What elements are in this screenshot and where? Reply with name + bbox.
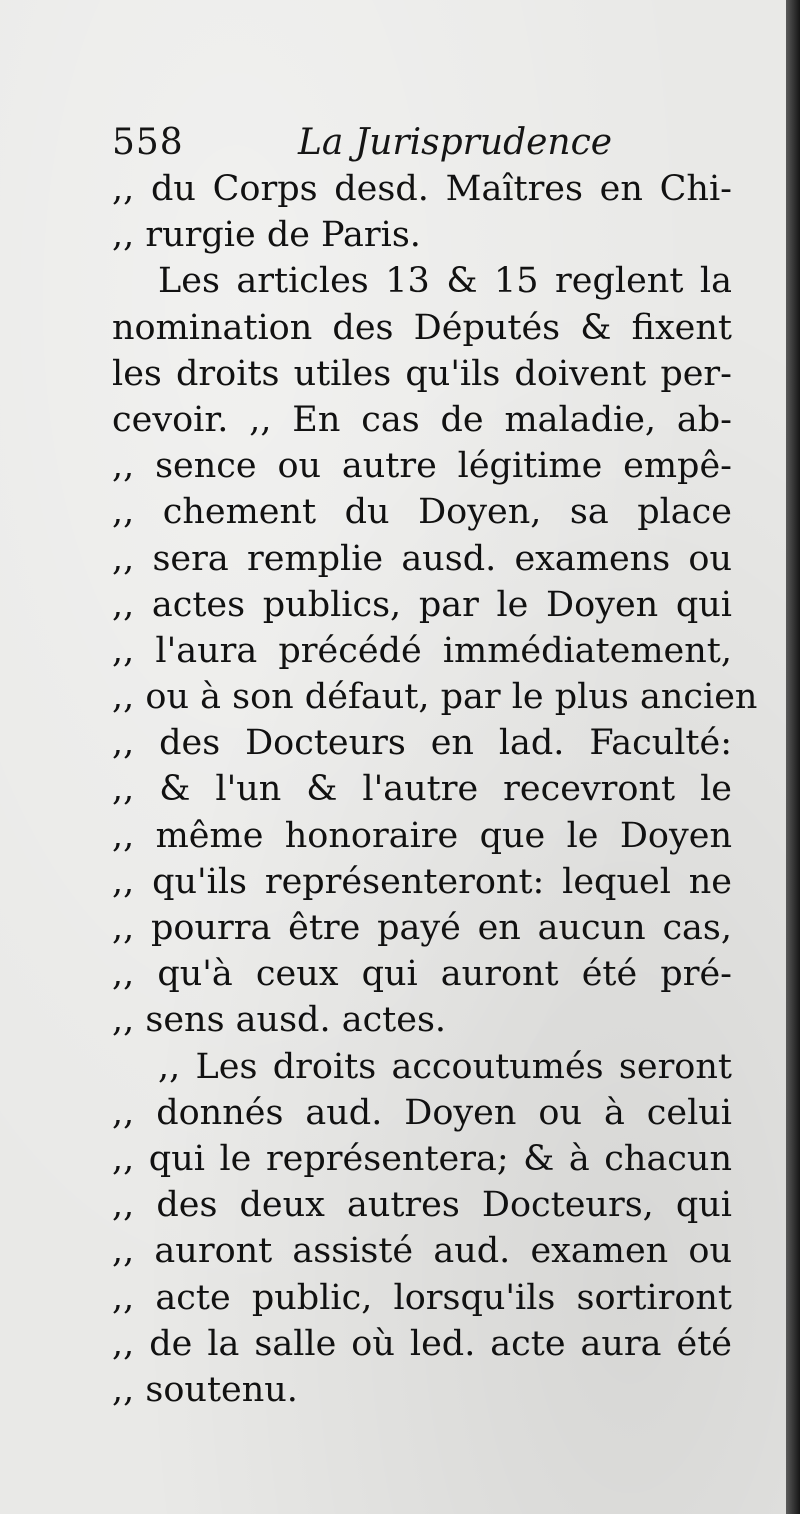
text-line: ,, actes publics, par le Doyen qui xyxy=(112,584,732,625)
text-line: ,, l'aura précédé immédiatement, xyxy=(112,630,732,671)
text-line: ,, donnés aud. Doyen ou à celui xyxy=(112,1092,732,1133)
text-line: ,, chement du Doyen, sa place xyxy=(112,492,732,533)
text-line: ,, acte public, lorsqu'ils sortiront xyxy=(112,1277,732,1318)
text-line: ,, pourra être payé en aucun cas, xyxy=(112,908,732,948)
text-line: ,, qu'ils représenteront: lequel ne xyxy=(112,861,732,902)
page-number: 558 xyxy=(112,122,184,163)
text-line: ,, auront assisté aud. examen ou xyxy=(112,1231,732,1272)
text-line: ,, des Docteurs en lad. Faculté: xyxy=(112,723,732,764)
text-line: Les articles 13 & 15 reglent la xyxy=(158,261,732,302)
text-line: ,, rurgie de Paris. xyxy=(112,215,421,256)
text-line: ,, sens ausd. actes. xyxy=(112,1000,447,1041)
text-line: cevoir. ,, En cas de maladie, ab- xyxy=(112,399,732,440)
text-line: ,, de la salle où led. acte aura été xyxy=(112,1323,732,1364)
text-line: ,, qui le représentera; & à chacun xyxy=(112,1138,732,1179)
text-line: ,, du Corps desd. Maîtres en Chi- xyxy=(112,169,732,209)
text-line: ,, Les droits accoutumés seront xyxy=(158,1046,732,1087)
text-line: ,, qu'à ceux qui auront été pré- xyxy=(112,954,732,995)
text-line: ,, même honoraire que le Doyen xyxy=(112,815,732,856)
text-line: ,, soutenu. xyxy=(112,1369,298,1410)
text-line: les droits utiles qu'ils doivent per- xyxy=(112,353,732,394)
text-line: ,, des deux autres Docteurs, qui xyxy=(112,1185,732,1226)
body-text xyxy=(112,166,758,1413)
text-line: ,, ou à son défaut, par le plus ancien xyxy=(112,677,758,718)
text-line: nomination des Députés & fixent xyxy=(112,307,732,348)
text-line: ,, sence ou autre légitime empê- xyxy=(112,446,732,487)
text-line: ,, & l'un & l'autre recevront le xyxy=(112,769,732,810)
page-edge-shadow xyxy=(786,0,800,1514)
text-line: ,, sera remplie ausd. examens ou xyxy=(112,538,732,579)
running-head: La Jurisprudence xyxy=(298,122,613,163)
